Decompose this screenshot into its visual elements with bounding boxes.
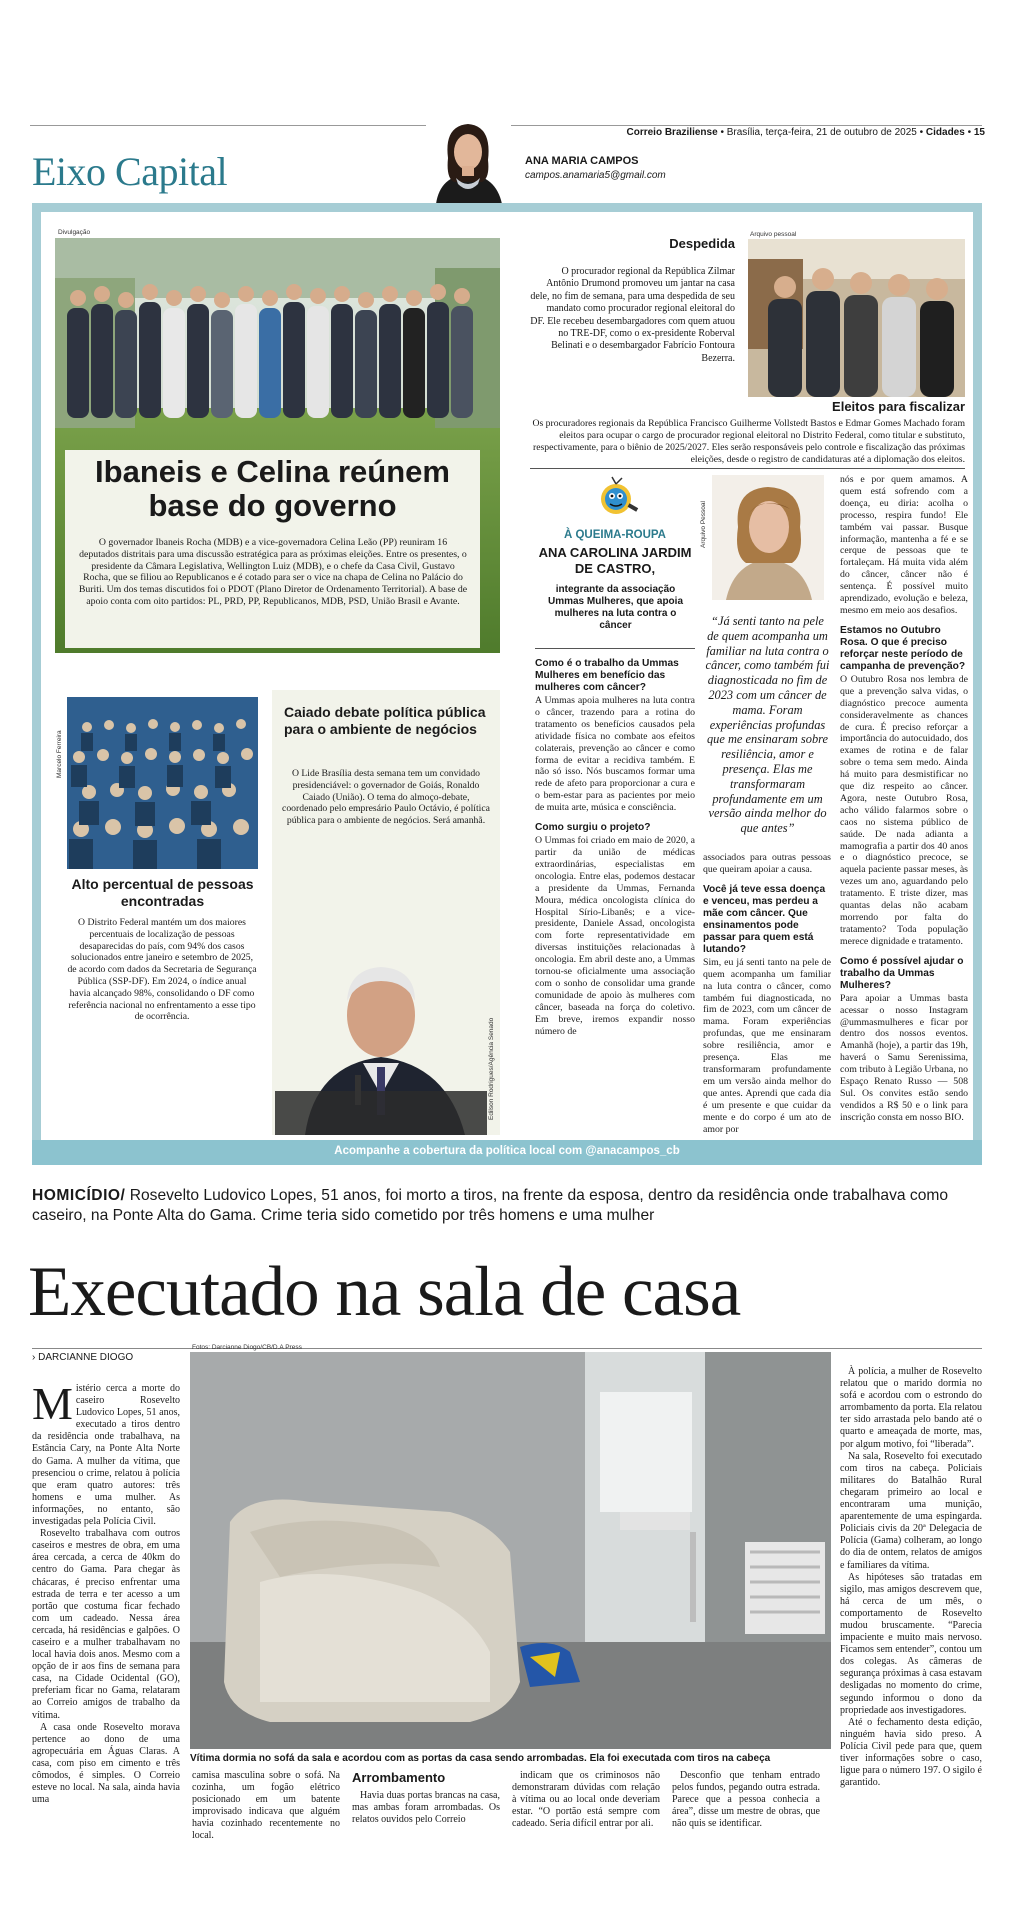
interview-col2 bbox=[703, 852, 831, 1135]
interview-q1: Como é o trabalho da Ummas Mulheres em benefício das mulheres com câncer? bbox=[535, 658, 679, 693]
eleitos-title: Eleitos para fiscalizar bbox=[832, 399, 965, 414]
interview-col2-cont: associados para outras pessoas que queiram apoiar a causa. bbox=[703, 852, 831, 875]
news-photo-caption: Vítima dormia no sofá da sala e acordou com as portas da casa sendo arrombadas. Ela foi executada com tiros na cabeça bbox=[190, 1753, 771, 1764]
alto-text: O Distrito Federal mantém um dos maiores percentuais de localização de pessoas desaparecidas do país, com 94% dos casos solucionados entre janeiro e setembro de 2025, de acordo com dados da Secretaria de Segurança Pública (SSP-DF). Em 2024, o índice anual havia alcançado 98%, consolidando o DF como referência nacional no enfrentamento a esse tipo de ocorrência. bbox=[67, 917, 257, 1023]
byline-name: DARCIANNE DIOGO bbox=[38, 1352, 134, 1363]
news-r4: Até o fechamento desta edição, ninguém havia sido preso. A Polícia Civil pede para que, quem tiver informações sobre o caso, ligue para o número 197. O sigilo é garantido. bbox=[840, 1716, 982, 1789]
news-r3: As hipóteses são tratadas em sigilo, mas amigos descrevem que, há cerca de um mês, o comportamento de Rosevelto mudou bruscamente. “Parecia impaciente e muito mais nervoso. Ficamos sem entender”, contou um dos colegas. As câmeras de segurança próximas à casa estavam desligadas no momento do crime, segundo informou o dono da propriedade aos investigadores. bbox=[840, 1571, 982, 1716]
interview-a4: O Outubro Rosa nos lembra de que a prevenção salva vidas, o diagnóstico precoce aumenta consideravelmente as chances de cura. É preciso reforçar a importância do autocuidado, dos exames de rotina e de falar sobre o tema sem medo. Ainda há muito para desmistificar no que diz respeito ao câncer. Agora, neste Outubro Rosa, acho válido falarmos sobre o caos no sistema público de saúde. De nada adianta a mamografia a partir dos 40 anos e o diagnóstico precoce, se aquela paciente passar meses, às vezes um ano, aguardando pelo tratamento. E triste dizer, mas quantas delas não acabam morrendo por falta do tratamento? Toda população merece dignidade e tratamento. bbox=[840, 673, 968, 947]
news-headline: Executado na sala de casa bbox=[28, 1253, 741, 1331]
dropcap: M bbox=[32, 1378, 73, 1429]
lead-headline: Ibaneis e Celina reúnem base do governo bbox=[95, 454, 450, 523]
caiado-text: O Lide Brasília desta semana tem um convidado presidenciável: o governador de Goiás, Ronaldo Caiado (União). O tema do almoço-debate, coordenado pelo empresário Paulo Octávio, é política pública para o ambiente de negócios. Será amanhã. bbox=[282, 768, 490, 827]
interview-mascot-icon bbox=[592, 475, 642, 519]
lead-text: O governador Ibaneis Rocha (MDB) e a vice-governadora Celina Leão (PP) reuniram 16 deputados distritais para uma discussão estratégica para as próximas eleições. Entre os presentes, o presidente da Câmara Legislativa, Wellington Luiz (MDB), e o chefe da Casa Civil, Gustavo Rocha, que se filiou ao Republicanos e é cotado para ser o vice na chapa de Celina no Palácio do Buriti. Um dos temas discutidos foi o PDOT (Plano Diretor de Ordenamento Territorial). A base de apoio conta com oito partidos: PL, PRD, PP, Republicanos, MDB, PSD, União Brasil e Avante. bbox=[78, 537, 468, 607]
caiado-title: Caiado debate política pública para o ambiente de negócios bbox=[284, 704, 486, 737]
caiado-photo-credit: Edilson Rodrigues/Agência Senado bbox=[488, 1017, 495, 1120]
interview-col3-cont: nós e por quem amamos. A quem está sofrendo com a doença, eu diria: acolha o processo, respira fundo! Ele também vai passar. Busque informação, mantenha a fé e se cerque de pessoas que te fortaleçam. Há muita vida além do câncer, câncer não é sentença. É possível muito aprendizado, evolução e beleza, mesmo em meio aos desafios. bbox=[840, 474, 968, 616]
interview-col1 bbox=[535, 650, 695, 1037]
author-name: ANA MARIA CAMPOS bbox=[525, 155, 639, 167]
news-r2: Na sala, Rosevelto foi executado com tiros na cabeça. Policiais militares do Batalhão Rural chegaram primeiro ao local e encontraram uma munição, aparentemente de uma espingarda. Policiais civis da 20ª Delegacia de Polícia (Gama) colheram, ao longo do dia de ontem, relatos de amigos e familiares da vítima. bbox=[840, 1450, 982, 1571]
author-email[interactable]: campos.anamaria5@gmail.com bbox=[525, 170, 666, 181]
section-name: Cidades bbox=[925, 127, 965, 138]
interview-a1: A Ummas apoia mulheres na luta contra o câncer, trazendo para a rotina do tratamento os benefícios causados pela atividade física no combate aos efeitos colaterais, prevenção ao câncer e como forma de evitar a recidiva também. E não só isso. Nós buscamos formar uma rede de afeto para proporcionar a cura e o bem-estar para as pacientes por meio de muita arte, música e consciência. bbox=[535, 695, 695, 814]
news-r1: À polícia, a mulher de Rosevelto relatou que o marido dormia no sofá e acordou com o estrondo do arrombamento da porta. Ela relatou ter sido arrastada pelo bando até o quarto e ameaçada de morte, mas, por algum motivo, foi “liberada”. bbox=[840, 1366, 982, 1450]
news-bottom-col4: Desconfio que tenham entrado pelos fundos, pegando outra estrada. Parece que a pessoa conhecia a área”, disse um mestre de obras, que não quis se identificar. bbox=[672, 1770, 820, 1830]
interview-role: integrante da associação Ummas Mulheres, que apoia mulheres na luta contra o câncer bbox=[547, 584, 684, 631]
interview-q4: Estamos no Outubro Rosa. O que é preciso reforçar neste período de campanha de prevenção? bbox=[840, 624, 966, 672]
headline-rule bbox=[32, 1348, 982, 1349]
despedida-title: Despedida bbox=[669, 236, 735, 251]
news-bottom-col1: camisa masculina sobre o sofá. Na cozinha, um fogão elétrico posicionado em um batente improvisado indicava que alguém havia cozinhado recentemente no local. bbox=[192, 1770, 340, 1842]
news-p1: Mistério cerca a morte do caseiro Rosevelto Ludovico Lopes, 51 anos, executado a tiros dentro da residência onde trabalhava, na Estância Cary, na Ponte Alta Norte do Gama. A mulher da vítima, que presenciou o crime, relatou à polícia que eram quatro autores: três homens e uma mulher. As informações, no entanto, são investigadas pela Polícia Civil. bbox=[32, 1378, 180, 1528]
page-header: Correio Braziliense • Brasília, terça-feira, 21 de outubro de 2025 • Cidades • 15 bbox=[626, 127, 985, 138]
news-photo-credit: Fotos: Darcianne Diogo/CB/D.A Press bbox=[192, 1344, 302, 1351]
interview-a5: Para apoiar a Ummas basta acessar o nosso Instagram @ummasmulheres e ficar por dentro dos nossos eventos. Amanhã (hoje), a partir das 19h, haverá o Samu Serenissima, com tributo à Legião Urbana, no Espaço Renato Russo — 508 Sul. Os convites estão sendo vendidos a R$ 50 e o link para inscrição consta em nosso BIO. bbox=[840, 992, 968, 1123]
news-bottom-col2: Havia duas portas brancas na casa, mas ambas foram arrombadas. Os relatos ouvidos pelo Correio bbox=[352, 1790, 500, 1826]
despedida-photo bbox=[748, 239, 965, 397]
interview-rule bbox=[535, 648, 695, 649]
paper-name: Correio Braziliense bbox=[626, 127, 718, 138]
caiado-photo bbox=[275, 945, 487, 1135]
author-photo bbox=[426, 118, 511, 204]
alto-title: Alto percentual de pessoas encontradas bbox=[71, 876, 254, 909]
news-p2: Rosevelto trabalhava com outros caseiros e mestres de obra, em uma área cercada, a cerca de 40km do centro do Gama. Para chegar às chácaras, é preciso enfrentar uma estrada de terra e ter acesso a um portão que costuma ficar fechado com um cadeado. Nessa área cercada, há residências e galpões. O caseiro e a mulher trabalhavam no local havia dois anos. Mesmo com a opção de ir aos fins de semana para casa, na Cidade Ocidental (GO), preferiam ficar no Gama, relataram ao Correio amigos de trabalho da vítima. bbox=[32, 1528, 180, 1721]
news-deck-text: Rosevelto Ludovico Lopes, 51 anos, foi morto a tiros, na frente da esposa, dentro da residência onde trabalhava como caseiro, na Ponte Alta do Gama. Crime teria sido cometido por três homens e uma mulher bbox=[32, 1187, 949, 1224]
news-kicker: HOMICÍDIO/ bbox=[32, 1187, 126, 1204]
news-left-col bbox=[32, 1378, 180, 1806]
news-deck bbox=[32, 1186, 982, 1226]
lead-photo-credit: Divulgação bbox=[58, 229, 91, 236]
interview-kicker: À QUEIMA-ROUPA bbox=[563, 529, 666, 541]
interview-q2: Como surgiu o projeto? bbox=[535, 822, 651, 834]
eleitos-text: Os procuradores regionais da República Francisco Guilherme Vollstedt Bastos e Edmar Gomes Machado foram eleitos para ocupar o cargo de procurador regional eleitoral no Distrito Federal, como titular e substituto, respectivamente, para o biênio de 2025/2027. Eles serão responsáveis pelo controle e fiscalização das próximas eleições, desde o registro de candidaturas até a diplomação dos eleitos. bbox=[532, 418, 965, 465]
dateline: Brasília, terça-feira, 21 de outubro de 2025 bbox=[726, 127, 917, 138]
despedida-text: O procurador regional da República Zilmar Antônio Drumond promoveu um jantar na casa dele, no fim de semana, para uma despedida de seu mandato como procurador regional eleitoral do DF. Ele recebeu desembargadores com quem atuou no TRE-DF, como o ex-presidente Roberval Belinati e o desembargador Fabrício Fontoura Bezerra. bbox=[530, 266, 735, 364]
footer-strip-text: Acompanhe a cobertura da política local com @anacampos_cb bbox=[334, 1145, 680, 1157]
news-photo bbox=[190, 1352, 831, 1749]
interview-quote: “Já senti tanto na pele de quem acompanha um familiar na luta contra o câncer, como também fui diagnosticada no fim de 2023 com um câncer de mama. Foram experiências profundas que me ensinaram sobre resiliência, amor e presença. Elas me transformaram profundamente em um versão ainda melhor do que antes” bbox=[705, 614, 830, 836]
alto-photo-credit: Marcelo Ferreira bbox=[56, 730, 63, 778]
interview-col3 bbox=[840, 474, 968, 1124]
interview-q5: Como é possível ajudar o trabalho da Ummas Mulheres? bbox=[840, 955, 964, 991]
interview-name: ANA CAROLINA JARDIM DE CASTRO, bbox=[538, 545, 692, 576]
news-byline: › DARCIANNE DIOGO bbox=[32, 1352, 134, 1363]
alto-photo bbox=[67, 697, 258, 869]
interview-a3: Sim, eu já senti tanto na pele de quem acompanha um familiar na luta contra o câncer, como também fui diagnosticada, no fim de 2023, com um câncer de mama. Foram experiências profundas, que me ensinaram sobre resiliência, amor e presença. Elas me transformaram profundamente em um versão ainda melhor do que antes. Aprendi que cada dia é um presente e que cuidar da mente e do corpo é um ato de amor por bbox=[703, 956, 831, 1135]
eleitos-rule bbox=[530, 468, 965, 469]
news-subhead: Arrombamento bbox=[352, 1770, 446, 1785]
interview-a2: O Ummas foi criado em maio de 2020, a partir da união de médicas extraordinárias, especialistas em oncologia. Entre elas, podemos destacar a presidente da Ummas, Fernanda Moura, médica oncologista clínica do Hospital Sírio-Libanês; e a vice-presidente, Daniele Assad, oncologista com forte representatividade em diversas instituições relacionadas à oncologia. Em abril deste ano, a Ummas tornou-se oficialmente uma associação com o sonho de consolidar uma grande comunidade de apoio às mulheres com câncer, baseada na força do coletivo. Em breve, iremos expandir nosso número de bbox=[535, 835, 695, 1037]
page-number: 15 bbox=[973, 127, 985, 138]
column-title: Eixo Capital bbox=[32, 149, 228, 194]
news-right-col bbox=[840, 1366, 982, 1789]
news-bottom-col3: indicam que os criminosos não demonstraram dúvidas com relação à vítima ou ao local onde deveriam estar. “O portão está sempre com cadeado. Seria difícil entrar por ali. bbox=[512, 1770, 660, 1830]
interview-photo-credit: Arquivo Pessoal bbox=[700, 501, 707, 548]
interview-photo bbox=[712, 475, 824, 600]
despedida-photo-credit: Arquivo pessoal bbox=[750, 231, 797, 238]
interview-q3: Você já teve essa doença e venceu, mas perdeu a mãe com câncer. Que ensinamentos pode passar para quem está lutando? bbox=[703, 883, 826, 955]
news-p3: A casa onde Rosevelto morava pertence ao dono de uma agropecuária em Águas Claras. A casa, com piso em cimento e três cômodos, é simples. O Correio esteve no local. Na sala, ainda havia uma bbox=[32, 1721, 180, 1806]
